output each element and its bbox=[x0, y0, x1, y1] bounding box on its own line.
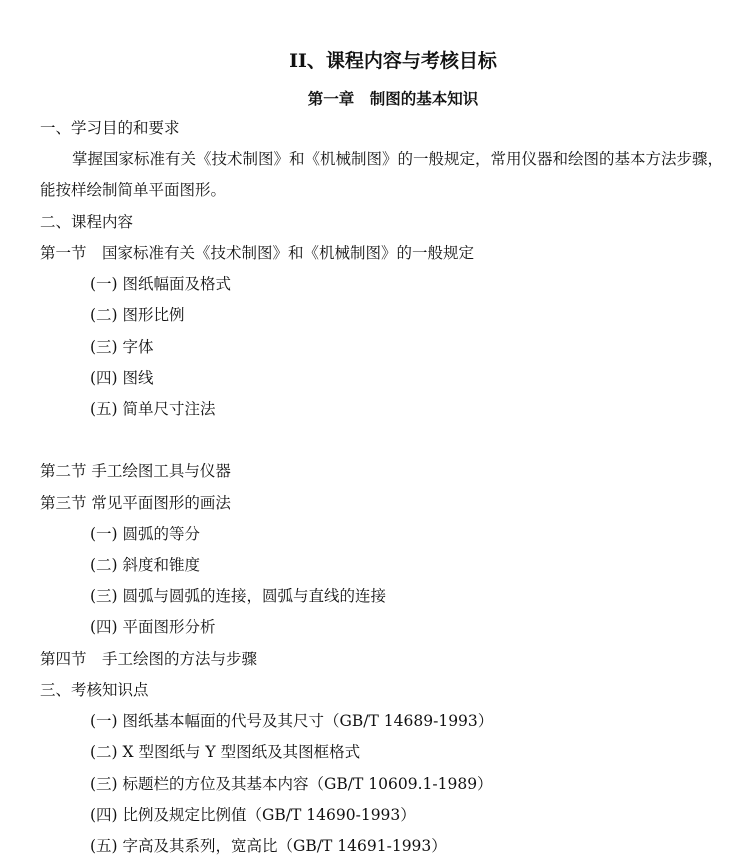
text-line: 第三节 常见平面图形的画法 bbox=[40, 494, 231, 512]
text-line: (三) 字体 bbox=[90, 338, 154, 356]
text-line: (四) 比例及规定比例值（GB/T 14690-1993） bbox=[90, 806, 416, 824]
page-title: II、课程内容与考核目标 bbox=[289, 50, 497, 72]
text-line: 掌握国家标准有关《技术制图》和《机械制图》的一般规定，常用仪器和绘图的基本方法步骤， bbox=[72, 150, 724, 168]
text-line: (四) 平面图形分析 bbox=[90, 618, 216, 636]
text-line: (五) 字高及其系列，宽高比（GB/T 14691-1993） bbox=[90, 837, 447, 855]
text-line: (二) X 型图纸与 Y 型图纸及其图框格式 bbox=[90, 743, 361, 761]
text-line: (四) 图线 bbox=[90, 369, 154, 387]
text-line: 能按样绘制简单平面图形。 bbox=[40, 181, 227, 199]
text-line: 第二节 手工绘图工具与仪器 bbox=[40, 462, 231, 480]
text-line: (二) 斜度和锥度 bbox=[90, 556, 201, 574]
text-line: 三、考核知识点 bbox=[40, 681, 149, 699]
chapter-title: 第一章 制图的基本知识 bbox=[307, 89, 479, 108]
text-line: (二) 图形比例 bbox=[90, 306, 185, 324]
text-line: (一) 图纸幅面及格式 bbox=[90, 275, 232, 293]
text-line: (一) 圆弧的等分 bbox=[90, 525, 201, 543]
text-line: 一、学习目的和要求 bbox=[40, 119, 180, 137]
text-line: 二、课程内容 bbox=[40, 213, 134, 231]
text-line: (三) 圆弧与圆弧的连接，圆弧与直线的连接 bbox=[90, 587, 387, 605]
text-line: (三) 标题栏的方位及其基本内容（GB/T 10609.1-1989） bbox=[90, 775, 493, 793]
text-line: (一) 图纸基本幅面的代号及其尺寸（GB/T 14689-1993） bbox=[90, 712, 494, 730]
text-line: 第四节 手工绘图的方法与步骤 bbox=[40, 650, 258, 668]
text-line: 第一节 国家标准有关《技术制图》和《机械制图》的一般规定 bbox=[40, 244, 475, 262]
text-line: (五) 简单尺寸注法 bbox=[90, 400, 216, 418]
